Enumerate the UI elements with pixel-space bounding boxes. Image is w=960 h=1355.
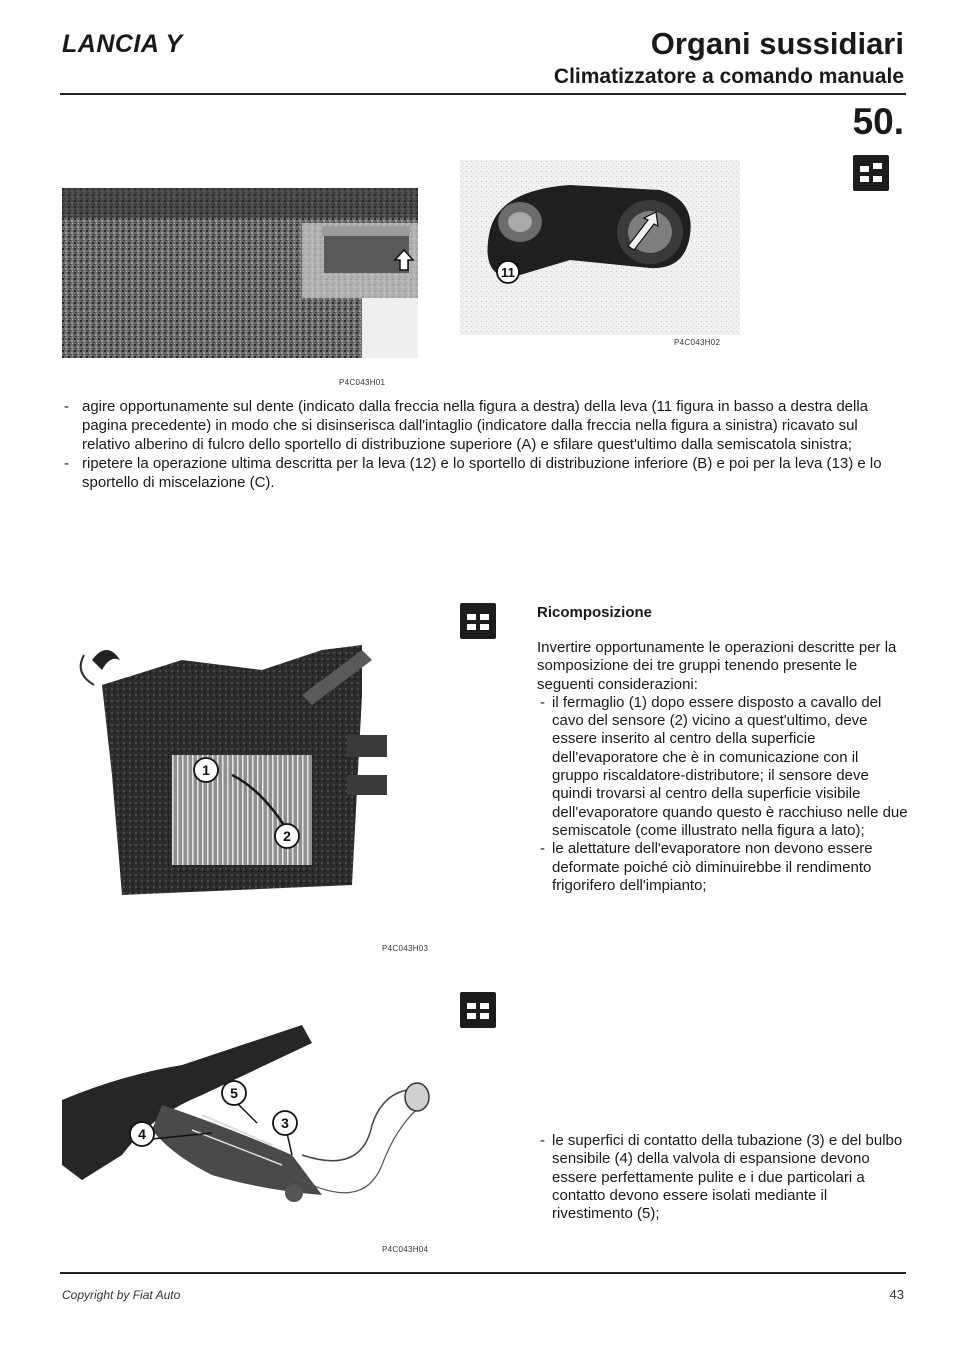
figure-3-caption: P4C043H03 — [382, 944, 429, 953]
page-number: 43 — [889, 1287, 904, 1302]
figure-4-caption: P4C043H04 — [382, 1245, 429, 1254]
step-item: - agire opportunamente sul dente (indicato dalla freccia nella figura a destra) della leva (11 figura in basso a destra della pagina precedente) in modo che si disinserisca dall'intaglio (indicatore dalla freccia nella figura a sinistra) ricavato sul relativo alberino di fulcro dello sportello di distribuzione superiore (A) e sfilare quest'ultimo dalla semiscatola sinistra; — [62, 397, 910, 454]
removal-steps — [62, 397, 910, 492]
reassembly-heading: Ricomposizione — [537, 604, 653, 621]
reassembly-symbol-icon — [460, 992, 496, 1028]
brand-name: LANCIA Y — [62, 30, 183, 58]
figure-4-callout-5: 5 — [230, 1085, 238, 1101]
reassembly-point: - le superfici di contatto della tubazione (3) e del bulbo sensibile (4) della valvola di espansione devono essere perfettamente pulite e i due particolari a contatto devono essere isolati mediante il rivestimento (5); — [537, 1132, 909, 1223]
figure-3-callout-2: 2 — [283, 828, 291, 844]
figure-4-callout-4: 4 — [138, 1126, 146, 1142]
disassembly-symbol-icon — [853, 155, 889, 191]
final-point-body — [537, 1132, 909, 1223]
reassembly-body — [537, 639, 909, 895]
page-code: 50. — [852, 101, 904, 142]
footer-rule — [60, 1272, 906, 1274]
figure-4-callout-3: 3 — [281, 1115, 289, 1131]
reassembly-point: - il fermaglio (1) dopo essere disposto a cavallo del cavo del sensore (2) vicino a quest'ultimo, deve essere inserito al centro della superficie dell'evaporatore che è in comunicazione con il gruppo riscaldatore-distributore; il sensore deve quindi trovarsi al centro della superficie visibile dell'evaporatore quando questo è racchiuso nelle due semiscatole (come illustrato nella figura a lato); — [537, 694, 909, 840]
copyright-text: Copyright by Fiat Auto — [62, 1288, 181, 1302]
reassembly-intro: Invertire opportunamente le operazioni descritte per la somposizione dei tre gruppi tenendo presente le seguenti considerazioni: — [537, 639, 897, 693]
figure-3-photo — [62, 615, 427, 905]
final-point-list — [537, 1132, 909, 1223]
figure-1-photo — [62, 188, 418, 358]
reassembly-point: - le alettature dell'evaporatore non devono essere deformate poiché ciò diminuirebbe il rendimento frigorifero dell'impianto; — [537, 840, 909, 895]
header-rule — [60, 93, 906, 95]
figure-4-photo — [62, 1005, 447, 1230]
reassembly-points — [537, 694, 909, 895]
figure-2-caption: P4C043H02 — [674, 338, 721, 347]
section-title: Organi sussidiari — [650, 26, 904, 61]
step-item: - ripetere la operazione ultima descritta per la leva (12) e lo sportello di distribuzione inferiore (B) e poi per la leva (13) e lo sportello di miscelazione (C). — [62, 454, 910, 492]
figure-1-caption: P4C043H01 — [339, 378, 386, 387]
section-subtitle: Climatizzatore a comando manuale — [553, 65, 904, 88]
figure-3-callout-1: 1 — [202, 762, 210, 778]
figure-2-callout: 11 — [501, 265, 515, 280]
reassembly-symbol-icon — [460, 603, 496, 639]
figure-2-photo — [460, 160, 740, 335]
